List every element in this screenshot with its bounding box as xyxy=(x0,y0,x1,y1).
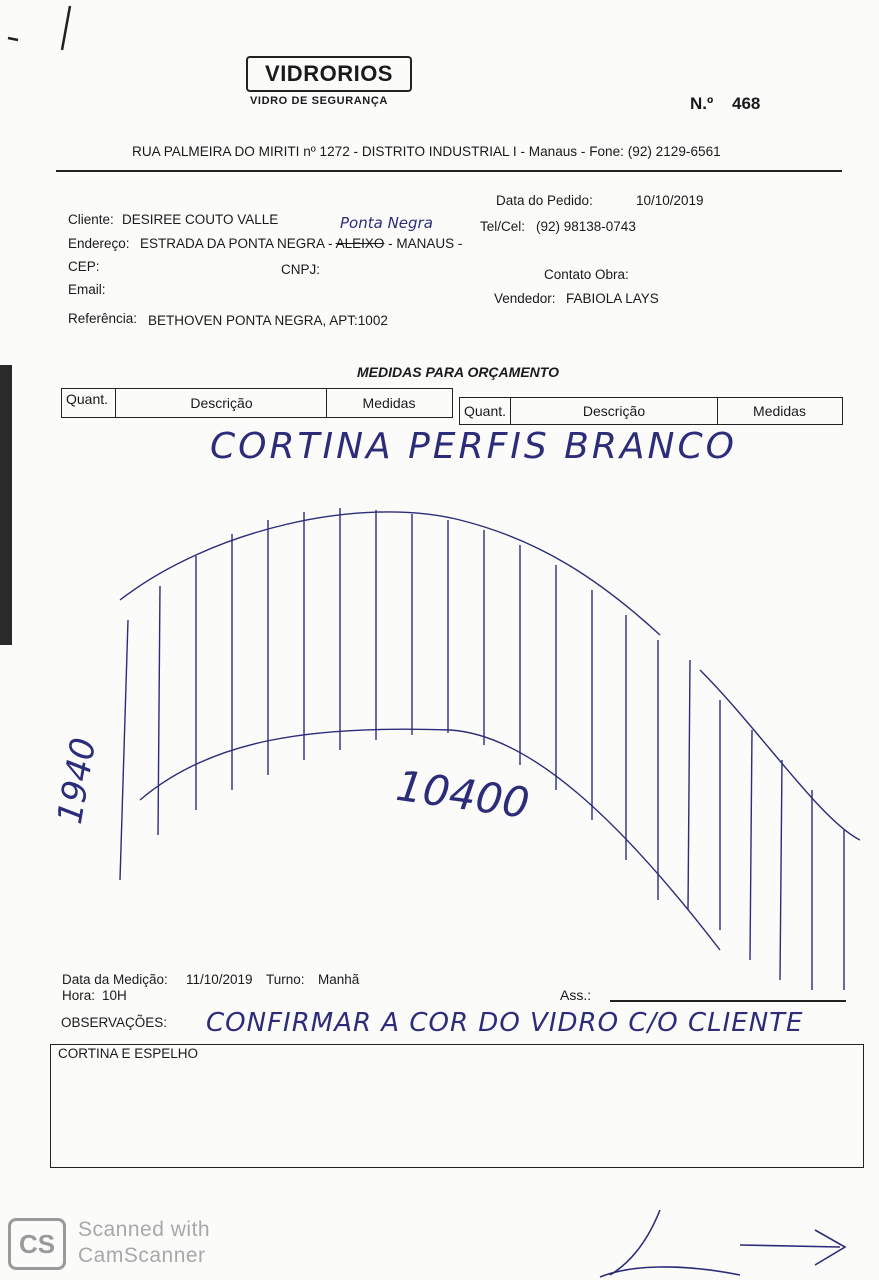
header-divider xyxy=(56,170,842,172)
address-value-part2: - MANAUS - xyxy=(388,236,463,251)
cnpj-label: CNPJ: xyxy=(281,262,321,277)
reference-label: Referência: xyxy=(68,311,138,326)
observations-label: OBSERVAÇÕES: xyxy=(61,1015,168,1030)
col-descricao-left: Descrição xyxy=(117,389,327,417)
shift-value: Manhã xyxy=(318,972,360,987)
handwritten-product-title: CORTINA PERFIS BRANCO xyxy=(210,426,737,467)
order-date-value: 10/10/2019 xyxy=(636,193,704,208)
company-logo xyxy=(246,56,412,92)
order-number-label: N.º xyxy=(690,94,714,113)
observations-handwritten: CONFIRMAR A COR DO VIDRO C/O CLIENTE xyxy=(206,1008,804,1038)
shift-label: Turno: xyxy=(266,972,305,987)
hour-value: 10H xyxy=(102,988,127,1003)
order-date-label: Data do Pedido: xyxy=(496,193,593,208)
measurements-title: MEDIDAS PARA ORÇAMENTO xyxy=(357,364,559,380)
cep-label: CEP: xyxy=(68,259,100,274)
address-value-part1: ESTRADA DA PONTA NEGRA - xyxy=(140,236,333,251)
logo-subtitle: VIDRO DE SEGURANÇA xyxy=(250,95,388,107)
stray-pen-marks xyxy=(0,0,90,60)
hour-label: Hora: xyxy=(62,988,96,1003)
handwritten-height: 1940 xyxy=(50,734,105,827)
curtain-sketch xyxy=(60,490,860,990)
phone-value: (92) 98138-0743 xyxy=(536,219,636,234)
company-address: RUA PALMEIRA DO MIRITI nº 1272 - DISTRITO INDUSTRIAL I - Manaus - Fone: (92) 2129-6561 xyxy=(132,144,721,159)
client-label: Cliente: xyxy=(68,212,114,227)
measure-date-value: 11/10/2019 xyxy=(186,972,253,987)
col-medidas-right: Medidas xyxy=(753,403,806,419)
measurements-table-left xyxy=(61,388,453,418)
contact-label: Contato Obra: xyxy=(544,267,629,282)
address-label: Endereço: xyxy=(68,236,130,251)
camscanner-logo: CS xyxy=(8,1218,66,1270)
page-edge-shadow xyxy=(0,365,12,645)
observations-box-text: CORTINA E ESPELHO xyxy=(58,1046,199,1061)
seller-value: FABIOLA LAYS xyxy=(566,291,659,306)
seller-label: Vendedor: xyxy=(494,291,556,306)
signature-label: Ass.: xyxy=(560,987,592,1003)
col-medidas-left: Medidas xyxy=(362,395,416,411)
col-descricao-right: Descrição xyxy=(511,398,718,424)
watermark-line1: Scanned with xyxy=(78,1218,211,1241)
email-label: Email: xyxy=(68,282,106,297)
order-number-value: 468 xyxy=(732,94,761,113)
col-quant-right: Quant. xyxy=(460,398,511,424)
measure-date-label: Data da Medição: xyxy=(62,972,168,987)
bottom-signature-scribble xyxy=(590,1205,870,1280)
signature-line xyxy=(610,1000,846,1002)
client-value: DESIREE COUTO VALLE xyxy=(122,212,279,227)
address-value xyxy=(140,236,462,251)
logo-text: VIDRORIOS xyxy=(265,61,393,86)
phone-label: Tel/Cel: xyxy=(480,219,526,234)
reference-value: BETHOVEN PONTA NEGRA, APT:1002 xyxy=(148,313,388,328)
observations-box xyxy=(50,1044,864,1168)
handwritten-width: 10400 xyxy=(393,760,533,829)
col-quant-left: Quant. xyxy=(62,389,116,417)
address-value-struck: ALEIXO xyxy=(335,236,385,251)
client-handwritten-note: Ponta Negra xyxy=(340,214,433,232)
watermark-line2: CamScanner xyxy=(78,1244,206,1267)
measurements-table-right xyxy=(459,397,843,425)
